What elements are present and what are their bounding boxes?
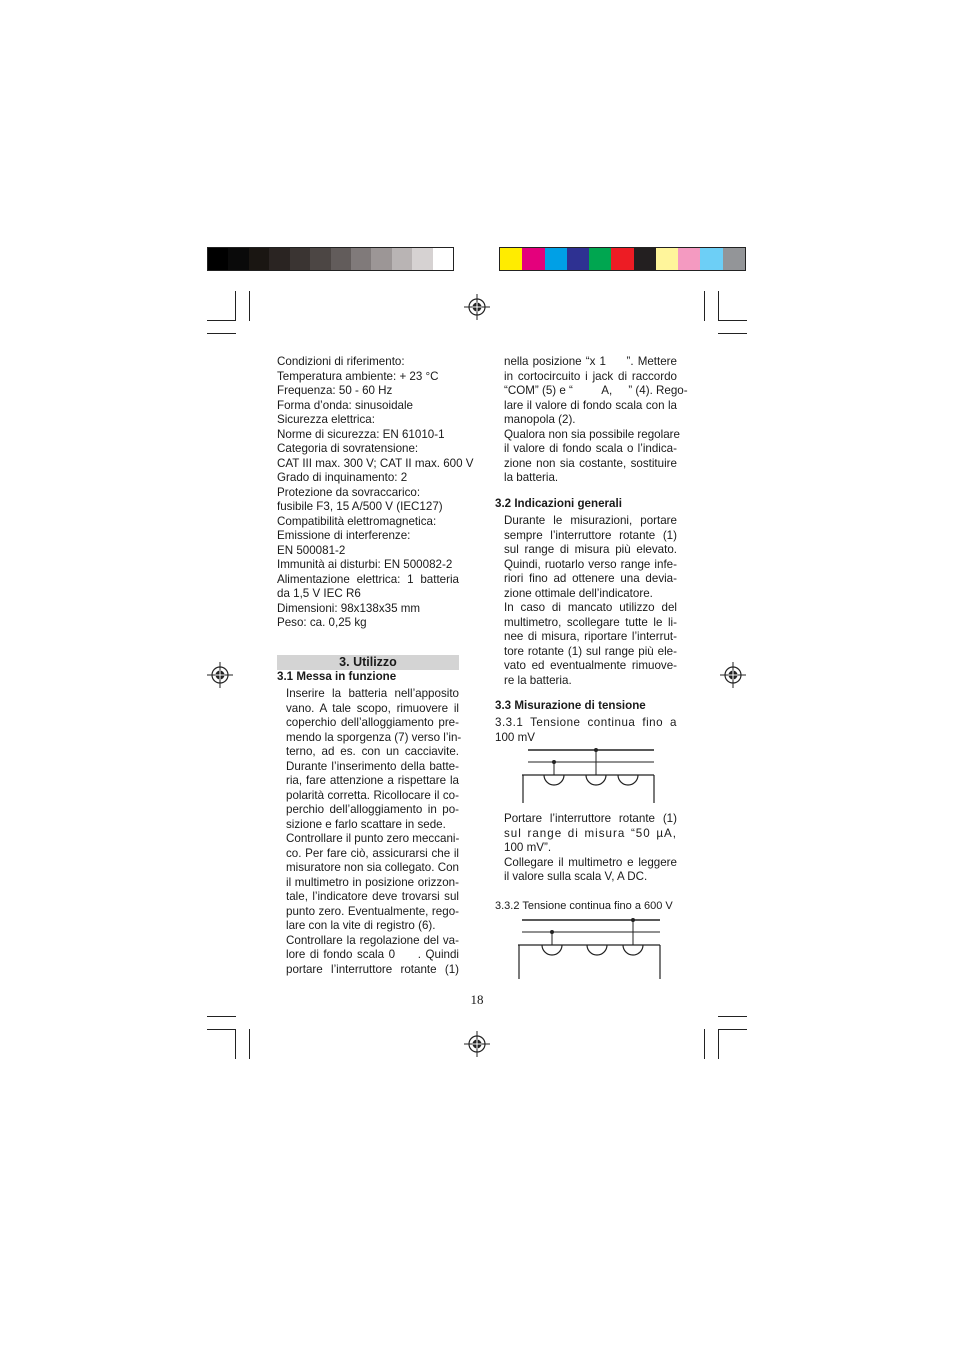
body-line: lare il valore di fondo scala con la [504,398,677,412]
body-line: Qualora non sia possibile regolare [504,427,680,441]
body-line: il valore di fondo scala o l’indica- [504,442,677,455]
crop-mark-top-left-v [235,291,236,321]
color-swatch [269,248,289,270]
body-line: Durante le misurazioni, portare [504,514,677,527]
color-swatch [589,248,611,270]
body-line: Inserire la batteria nell’apposito [286,687,459,700]
crop-mark-bottom-right-v2 [718,1029,719,1059]
subsection-heading: 3.2 Indicazioni generali [495,497,622,510]
body-line: polarità corretta. Ricollocare il co- [286,788,459,802]
crop-mark-bottom-left-v [235,1029,236,1059]
registration-target-top-icon [464,294,490,320]
crop-mark-top-right-h [718,320,747,321]
crop-mark-bottom-left-h [207,1016,236,1017]
spec-line: CAT III max. 300 V; CAT II max. 600 V [277,456,474,470]
color-swatch [700,248,722,270]
spec-line: Alimentazione elettrica: 1 batteria [277,572,459,586]
body-line: Quindi, ruotarlo verso range infe- [504,557,677,571]
color-swatch [522,248,544,270]
body-line: portare l’interruttore rotante (1) [286,962,459,976]
registration-target-left-icon [207,662,233,688]
spec-line: Categoria di sovratensione: [277,442,419,455]
crop-mark-bottom-right-h2 [718,1029,747,1030]
color-swatch [500,248,522,270]
body-line: vano. A tale scopo, rimuovere il [286,701,459,715]
subsection-heading: 3.3.1 Tensione continua fino a [495,716,677,729]
spec-line: Dimensioni: 98x138x35 mm [277,601,421,615]
body-line: terno, ad es. con un cacciavite. [286,745,459,758]
body-line: in cortocircuito i jack di raccordo [504,369,677,383]
crop-mark-bottom-right-h [718,1016,747,1017]
subsection-3-1-body [286,687,462,977]
spec-line: Grado di inquinamento: 2 [277,471,408,484]
crop-mark-bottom-right-v [704,1029,705,1059]
page-number: 18 [470,992,484,1007]
subsection-heading: 3.3 Misurazione di tensione [495,699,646,712]
crop-mark-top-left-h2 [207,333,236,334]
color-swatch [208,248,228,270]
color-swatch [723,248,745,270]
body-line: coperchio dell’alloggiamento pre- [286,716,459,729]
spec-line: Frequenza: 50 - 60 Hz [277,384,393,397]
spec-line: Forma d’onda: sinusoidale [277,398,413,412]
color-control-bar [499,247,746,271]
color-swatch [331,248,351,270]
section-title-utilizzo: 3. Utilizzo [277,655,459,670]
color-swatch [351,248,371,270]
body-line: re la batteria. [504,673,572,687]
subsection-3-2-body [504,514,677,688]
color-swatch [392,248,412,270]
connection-diagram-600v [514,915,664,981]
specifications-list [277,355,474,631]
crop-mark-top-left-v2 [249,291,250,321]
spec-line: Temperatura ambiente: + 23 °C [277,369,439,383]
body-line: zione non sia costante, sostituire [504,456,677,470]
body-line: Durante l’inserimento della batte- [286,759,459,773]
body-line: riori fino ad ottenere una devia- [504,572,677,585]
body-line: zione ottimale dell’indicatore. [504,586,653,600]
subsection-3-1-title [277,670,459,685]
grayscale-color-bar [207,247,454,271]
crop-mark-top-right-v [704,291,705,321]
spec-line: Immunità ai disturbi: EN 500082-2 [277,558,453,571]
body-line: misuratore non sia collegato. Con [286,861,459,874]
color-swatch [249,248,269,270]
body-line: “COM” (5) e “ A, ” (4). Rego- [504,384,688,397]
spec-line: fusibile F3, 15 A/500 V (IEC127) [277,500,443,513]
body-line: co. Per fare ciò, assicurarsi che il [286,846,459,860]
body-line: sul range di misura “50 µA, [504,826,677,840]
spec-line: Protezione da sovraccarico: [277,485,421,499]
body-line: mendo la sporgenza (7) verso l’in- [286,730,462,744]
color-swatch [678,248,700,270]
body-line: lare con la vite di registro (6). [286,919,436,932]
body-line: Portare l’interruttore rotante (1) [504,812,677,825]
color-swatch [634,248,656,270]
body-line: 100 mV”. [504,841,552,854]
color-swatch [433,248,453,270]
crop-mark-bottom-left-v2 [249,1029,250,1059]
body-line: manopola (2). [504,413,576,426]
crop-mark-top-right-h2 [718,333,747,334]
spec-line: EN 500081-2 [277,543,346,557]
body-line: sizione e farlo scattare in sede. [286,817,446,831]
body-line: In caso di mancato utilizzo del [504,601,677,614]
subsection-3-3-1-title [495,716,677,745]
body-line: nella posizione “x 1 ”. Mettere [504,355,677,368]
crop-mark-bottom-left-h2 [207,1029,236,1030]
registration-target-right-icon [720,662,746,688]
connection-diagram-100mv [520,745,660,805]
subsection-3-1-continued [504,355,688,486]
subsection-3-3-title [495,699,677,714]
body-line: lore di fondo scala 0 . Quindi [286,948,459,961]
body-line: Collegare il multimetro e leggere [504,855,677,869]
spec-line: Emissione di interferenze: [277,529,411,542]
body-line: il multimetro in posizione orizzon- [286,875,459,889]
body-line: Controllare il punto zero meccani- [286,832,460,845]
color-swatch [656,248,678,270]
body-line: tore rotante (1) sul range più ele- [504,644,677,658]
subsection-heading: 3.1 Messa in funzione [277,670,397,683]
color-swatch [611,248,633,270]
spec-line: da 1,5 V IEC R6 [277,587,361,600]
body-line: ria, fare attenzione a rispettare la [286,774,459,787]
spec-line: Compatibilità elettromagnetica: [277,514,437,528]
body-line: la batteria. [504,471,559,484]
color-swatch [228,248,248,270]
subsection-3-3-2-title [495,899,677,914]
body-line: il valore sulla scala V, A DC. [504,870,648,883]
color-swatch [567,248,589,270]
body-line: punto zero. Eventualmente, rego- [286,904,459,918]
body-line: tale, l’indicatore deve trovarsi sul [286,890,459,903]
spec-line: Sicurezza elettrica: [277,413,375,426]
body-line: vato ed eventualmente rimuove- [504,659,677,672]
color-swatch [310,248,330,270]
body-line: sempre l’interruttore rotante (1) [504,528,677,542]
spec-line: Norme di sicurezza: EN 61010-1 [277,427,445,441]
registration-target-bottom-icon [464,1031,490,1057]
body-line: sul range di misura più elevato. [504,543,677,556]
body-line: Controllare la regolazione del va- [286,933,459,947]
color-swatch [545,248,567,270]
spec-line: Peso: ca. 0,25 kg [277,616,367,629]
subsection-3-3-1-body [504,812,677,885]
body-line: nee di misura, riportare l’interrut- [504,630,677,643]
color-swatch [412,248,432,270]
subsection-heading: 100 mV [495,730,535,744]
subsection-heading: 3.3.2 Tensione continua fino a 600 V [495,900,673,912]
crop-mark-top-right-v2 [718,291,719,321]
color-swatch [371,248,391,270]
spec-line: Condizioni di riferimento: [277,355,405,368]
color-swatch [290,248,310,270]
body-line: perchio dell’alloggiamento in po- [286,803,459,816]
crop-mark-top-left-h [207,320,236,321]
body-line: multimetro, scollegare tutte le li- [504,615,677,629]
subsection-3-2-title [495,497,677,512]
